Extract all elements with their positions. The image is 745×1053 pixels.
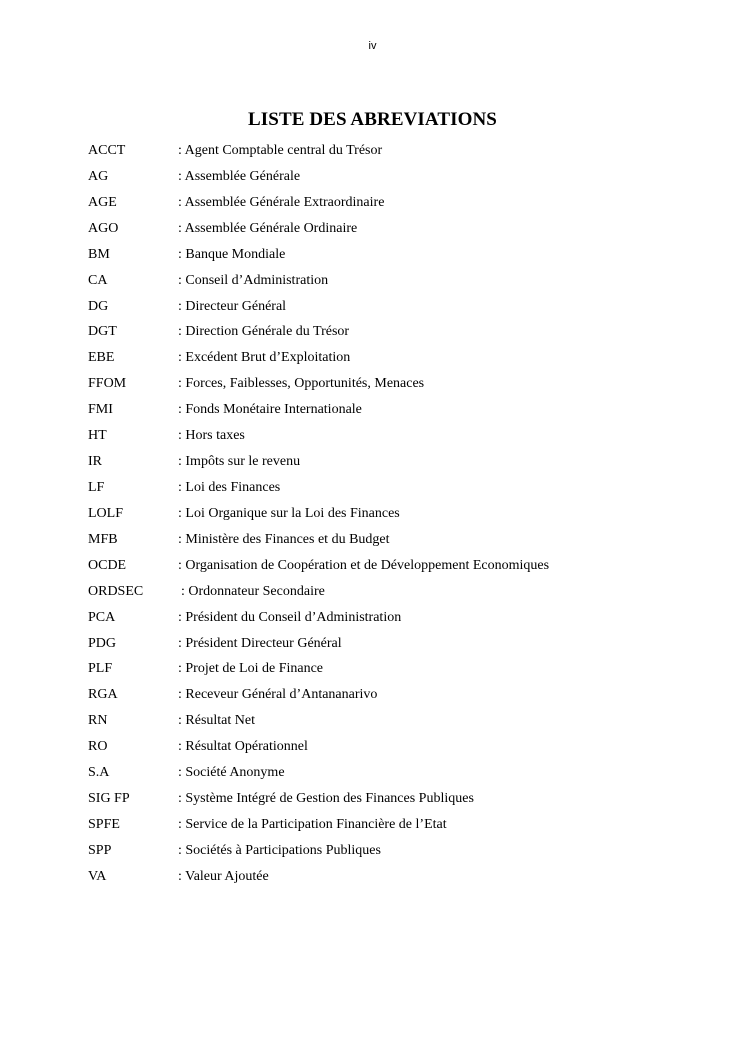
abbreviation: CA [88, 272, 108, 288]
list-item [88, 634, 708, 660]
list-item [88, 789, 708, 815]
definition: : Receveur Général d’Antananarivo [178, 687, 378, 703]
abbreviation: ORDSEC [88, 583, 144, 599]
abbreviation: DG [88, 298, 109, 314]
definition: : Direction Générale du Trésor [178, 324, 350, 340]
abbreviation: MFB [88, 531, 118, 547]
list-item [88, 763, 708, 789]
definition: : Banque Mondiale [178, 246, 286, 262]
abbreviation: OCDE [88, 557, 127, 573]
list-item [88, 867, 708, 893]
definition: : Loi Organique sur la Loi des Finances [178, 505, 400, 521]
definition: : Résultat Opérationnel [178, 739, 308, 755]
list-item [88, 530, 708, 556]
definition: : Directeur Général [178, 298, 287, 314]
definition: : Service de la Participation Financière de l’Etat [178, 816, 447, 832]
definition: : Sociétés à Participations Publiques [178, 842, 381, 858]
abbreviation: AGO [88, 220, 119, 236]
abbreviation: HT [88, 428, 107, 444]
list-item [88, 426, 708, 452]
definition: : Président Directeur Général [178, 635, 342, 651]
definition: : Impôts sur le revenu [178, 454, 301, 470]
abbreviation: FFOM [88, 376, 127, 392]
page-title: LISTE DES ABREVIATIONS [248, 108, 497, 130]
definition: : Agent Comptable central du Trésor [178, 143, 383, 158]
abbreviation: AG [88, 168, 109, 184]
list-item [88, 556, 708, 582]
definition: : Ordonnateur Secondaire [181, 583, 325, 599]
abbreviation: RO [88, 739, 108, 755]
definition: : Assemblée Générale [178, 168, 301, 184]
list-item [88, 322, 708, 348]
list-item [88, 374, 708, 400]
abbreviation: PDG [88, 635, 117, 651]
list-item [88, 297, 708, 323]
abbreviation: PCA [88, 609, 116, 625]
abbreviation: VA [88, 868, 107, 884]
definition: : Société Anonyme [178, 765, 285, 781]
abbreviation: FMI [88, 402, 113, 418]
list-item [88, 815, 708, 841]
abbreviation: RN [88, 713, 108, 729]
definition: : Président du Conseil d’Administration [178, 609, 402, 625]
abbreviation: SIG FP [88, 791, 130, 807]
abbreviation: SPFE [88, 816, 120, 832]
definition: : Hors taxes [178, 428, 245, 444]
definition: : Valeur Ajoutée [178, 868, 269, 884]
list-item [88, 348, 708, 374]
abbreviation: PLF [88, 661, 113, 677]
definition: : Assemblée Générale Extraordinaire [178, 194, 385, 210]
definition: : Forces, Faiblesses, Opportunités, Menaces [178, 376, 425, 392]
abbreviation: LOLF [88, 505, 123, 521]
definition: : Assemblée Générale Ordinaire [178, 220, 358, 236]
abbreviation: LF [88, 479, 105, 495]
definition: : Excédent Brut d’Exploitation [178, 350, 351, 366]
list-item [88, 841, 708, 867]
list-item [88, 219, 708, 245]
abbreviation: SPP [88, 842, 112, 858]
definition: : Loi des Finances [178, 479, 281, 495]
abbreviation-list [88, 141, 708, 893]
list-item [88, 245, 708, 271]
abbreviation: S.A [88, 765, 110, 781]
list-item [88, 400, 708, 426]
list-item [88, 737, 708, 763]
definition: : Conseil d’Administration [178, 272, 329, 288]
page-number: iv [368, 40, 377, 52]
list-item [88, 193, 708, 219]
list-item [88, 582, 708, 608]
abbreviation: BM [88, 246, 110, 262]
list-item [88, 608, 708, 634]
list-item [88, 711, 708, 737]
abbreviation: RGA [88, 687, 118, 703]
definition: : Fonds Monétaire Internationale [178, 402, 362, 418]
definition: : Résultat Net [178, 713, 255, 729]
abbreviation: DGT [88, 324, 117, 340]
abbreviation: ACCT [88, 143, 126, 158]
list-item [88, 452, 708, 478]
definition: : Projet de Loi de Finance [178, 661, 324, 677]
abbreviation: IR [88, 454, 102, 470]
definition: : Système Intégré de Gestion des Finances Publiques [178, 791, 474, 807]
list-item [88, 478, 708, 504]
list-item [88, 685, 708, 711]
list-item [88, 271, 708, 297]
abbreviation: AGE [88, 194, 117, 210]
list-item [88, 167, 708, 193]
list-item [88, 504, 708, 530]
definition: : Ministère des Finances et du Budget [178, 531, 390, 547]
list-item [88, 659, 708, 685]
definition: : Organisation de Coopération et de Développement Economiques [178, 557, 550, 573]
abbreviation: EBE [88, 350, 115, 366]
list-item [88, 141, 708, 167]
